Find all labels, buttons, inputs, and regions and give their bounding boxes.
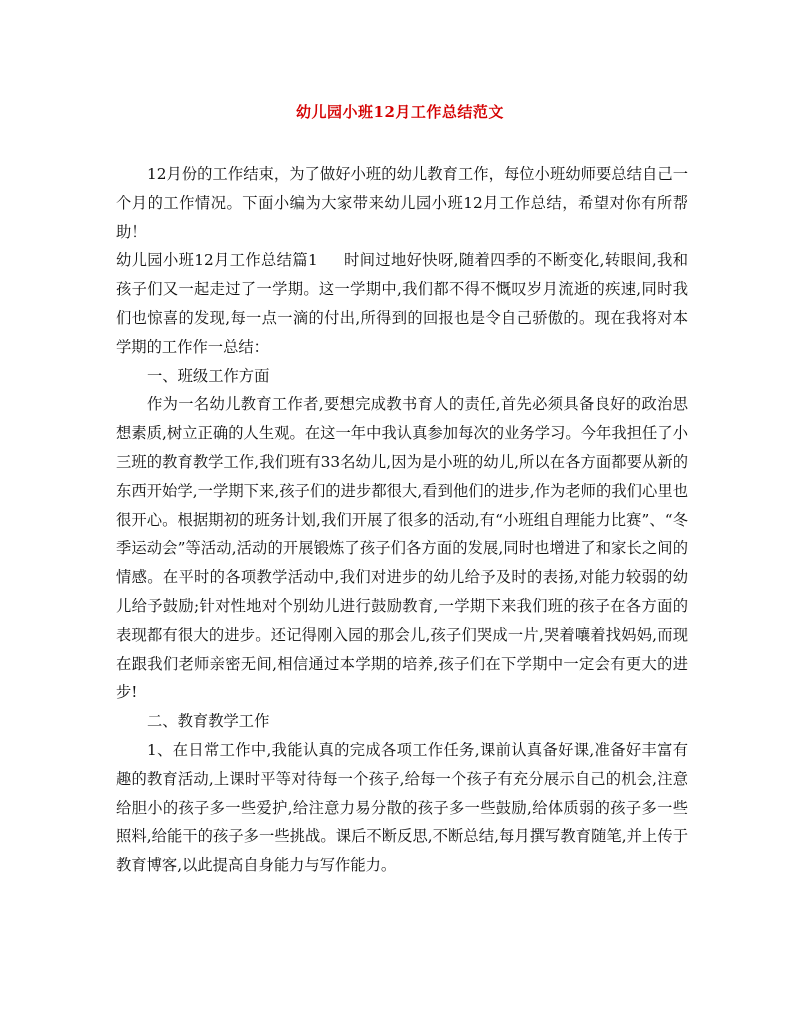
section-heading-class-work: 一、班级工作方面 xyxy=(147,366,270,385)
document-body xyxy=(116,160,688,880)
article-paragraph xyxy=(116,246,688,361)
document-title: 幼儿园小班12月工作总结范文 xyxy=(296,103,504,121)
article-opening: 时间过地好快呀,随着四季的不断变化,转眼间,我和孩子们又一起走过了一学期。这一学期中,我们都不得不慨叹岁月流逝的疾速,同时我们也惊喜的发现,每一点一滴的付出,所得到的回报也是令自己骄傲的。现在我将对本学期的工作作一总结： xyxy=(116,251,688,356)
section-body-teaching-item-1: 1、在日常工作中,我能认真的完成各项工作任务,课前认真备好课,准备好丰富有趣的教育活动,上课时平等对待每一个孩子,给每一个孩子有充分展示自己的机会,注意给胆小的孩子多一些爱护,给注意力易分散的孩子多一些鼓励,给体质弱的孩子多一些照料,给能干的孩子多一些挑战。课后不断反思,不断总结,每月撰写教育随笔,并上传于教育博客,以此提高自身能力与写作能力。 xyxy=(116,740,688,875)
article-label: 幼儿园小班12月工作总结篇1 xyxy=(116,251,318,270)
section-heading-teaching: 二、教育教学工作 xyxy=(147,712,270,731)
intro-paragraph: 12月份的工作结束，为了做好小班的幼儿教育工作，每位小班幼师要总结自己一个月的工作情况。下面小编为大家带来幼儿园小班12月工作总结，希望对你有所帮助！ xyxy=(116,165,688,241)
section-body-class-work: 作为一名幼儿教育工作者,要想完成教书育人的责任,首先必须具备良好的政治思想素质,树立正确的人生观。在这一年中我认真参加每次的业务学习。今年我担任了小三班的教育教学工作,我们班有33名幼儿,因为是小班的幼儿,所以在各方面都要从新的东西开始学,一学期下来,孩子们的进步都很大,看到他们的进步,作为老师的我们心里也很开心。根据期初的班务计划,我们开展了很多的活动,有“小班组自理能力比赛”、“冬季运动会”等活动,活动的开展锻炼了孩子们各方面的发展,同时也增进了和家长之间的情感。在平时的各项教学活动中,我们对进步的幼儿给予及时的表扬,对能力较弱的幼儿给予鼓励;针对性地对个别幼儿进行鼓励教育,一学期下来我们班的孩子在各方面的表现都有很大的进步。还记得刚入园的那会儿,孩子们哭成一片,哭着嚷着找妈妈,而现在跟我们老师亲密无间,相信通过本学期的培养,孩子们在下学期中一定会有更大的进步! xyxy=(116,395,688,702)
